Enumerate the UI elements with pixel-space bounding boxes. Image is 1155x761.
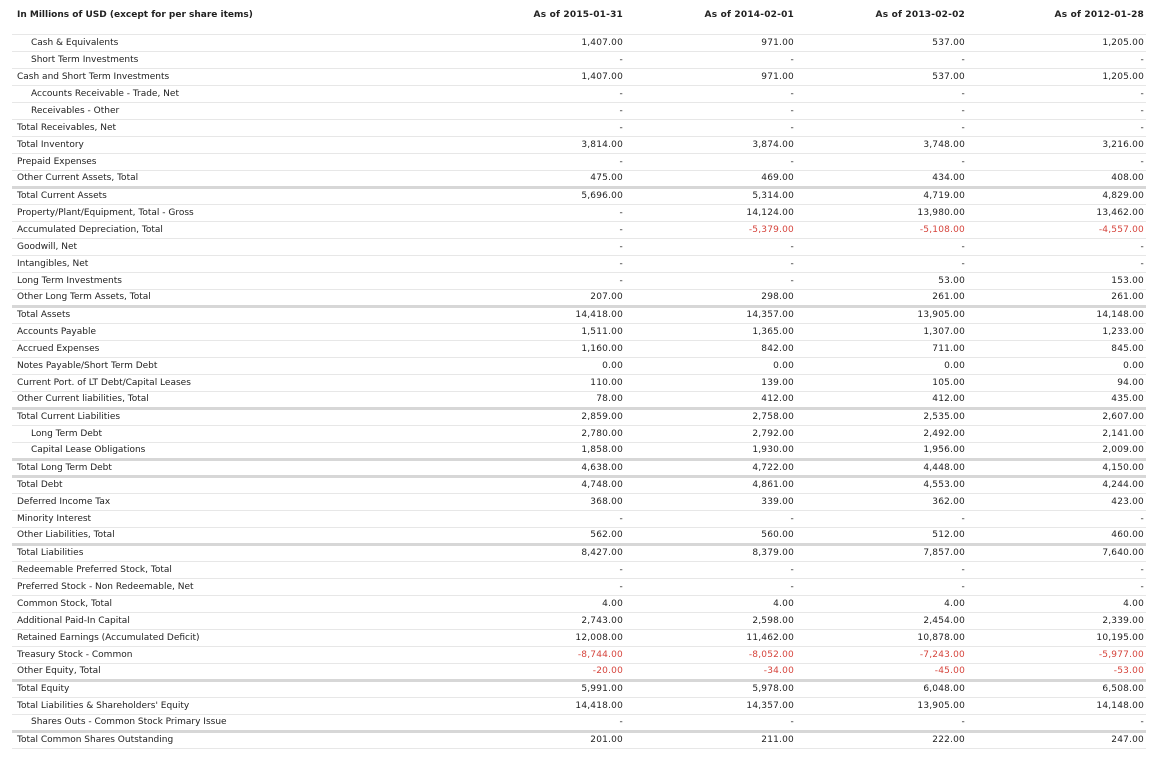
row-value: 1,307.00 xyxy=(796,323,967,340)
table-row xyxy=(12,442,1146,459)
row-value: 362.00 xyxy=(796,493,967,510)
row-value: 537.00 xyxy=(796,34,967,51)
row-value: - xyxy=(467,204,625,221)
table-row xyxy=(12,34,1146,51)
row-value: 2,607.00 xyxy=(967,408,1146,425)
table-row xyxy=(12,595,1146,612)
row-label: Receivables - Other xyxy=(12,102,467,119)
row-value: 3,748.00 xyxy=(796,136,967,153)
row-label: Total Assets xyxy=(12,306,467,323)
row-value: 2,758.00 xyxy=(625,408,796,425)
row-value: 11,462.00 xyxy=(625,629,796,646)
row-value: 460.00 xyxy=(967,527,1146,544)
row-value: -45.00 xyxy=(796,663,967,680)
row-label: Redeemable Preferred Stock, Total xyxy=(12,561,467,578)
row-value: 2,859.00 xyxy=(467,408,625,425)
row-label: Other Liabilities, Total xyxy=(12,527,467,544)
table-row xyxy=(12,561,1146,578)
row-value: - xyxy=(625,153,796,170)
row-value: 14,418.00 xyxy=(467,697,625,714)
row-value: 2,454.00 xyxy=(796,612,967,629)
row-value: 842.00 xyxy=(625,340,796,357)
table-row xyxy=(12,136,1146,153)
row-value: - xyxy=(625,714,796,731)
row-value: 2,792.00 xyxy=(625,425,796,442)
row-value: - xyxy=(467,255,625,272)
row-value: 2,009.00 xyxy=(967,442,1146,459)
row-value: 14,148.00 xyxy=(967,306,1146,323)
row-value: - xyxy=(967,714,1146,731)
row-value: 1,233.00 xyxy=(967,323,1146,340)
row-label: Total Common Shares Outstanding xyxy=(12,731,467,748)
row-value: 4,448.00 xyxy=(796,459,967,476)
table-row xyxy=(12,731,1146,748)
table-row xyxy=(12,663,1146,680)
table-row xyxy=(12,459,1146,476)
row-value: 13,462.00 xyxy=(967,204,1146,221)
row-value: 298.00 xyxy=(625,289,796,306)
row-label: Long Term Investments xyxy=(12,272,467,289)
row-value: - xyxy=(625,561,796,578)
row-value: 4,722.00 xyxy=(625,459,796,476)
table-row xyxy=(12,680,1146,697)
row-value: - xyxy=(467,119,625,136)
table-row xyxy=(12,238,1146,255)
table-row xyxy=(12,51,1146,68)
row-label: Accrued Expenses xyxy=(12,340,467,357)
row-label: Preferred Stock - Non Redeemable, Net xyxy=(12,578,467,595)
row-value: - xyxy=(967,153,1146,170)
row-value: 423.00 xyxy=(967,493,1146,510)
table-row xyxy=(12,187,1146,204)
row-value: 7,857.00 xyxy=(796,544,967,561)
row-value: 5,314.00 xyxy=(625,187,796,204)
row-value: -34.00 xyxy=(625,663,796,680)
row-value: 2,141.00 xyxy=(967,425,1146,442)
row-value: - xyxy=(625,51,796,68)
row-value: 1,160.00 xyxy=(467,340,625,357)
row-value: - xyxy=(467,221,625,238)
row-value: 1,407.00 xyxy=(467,68,625,85)
row-value: 5,991.00 xyxy=(467,680,625,697)
row-value: - xyxy=(967,51,1146,68)
row-value: 14,357.00 xyxy=(625,306,796,323)
row-value: 1,407.00 xyxy=(467,34,625,51)
table-row xyxy=(12,510,1146,527)
row-value: -5,108.00 xyxy=(796,221,967,238)
table-row xyxy=(12,153,1146,170)
row-value: - xyxy=(467,561,625,578)
row-value: 4,638.00 xyxy=(467,459,625,476)
row-value: 0.00 xyxy=(467,357,625,374)
row-value: 12,008.00 xyxy=(467,629,625,646)
row-value: 475.00 xyxy=(467,170,625,187)
table-row xyxy=(12,289,1146,306)
row-value: 4,748.00 xyxy=(467,476,625,493)
row-label: Long Term Debt xyxy=(12,425,467,442)
row-value: 14,357.00 xyxy=(625,697,796,714)
row-value: 434.00 xyxy=(796,170,967,187)
row-value: - xyxy=(967,238,1146,255)
row-value: 512.00 xyxy=(796,527,967,544)
row-value: - xyxy=(967,510,1146,527)
row-value: 560.00 xyxy=(625,527,796,544)
period-header: As of 2013-02-02 xyxy=(796,6,967,34)
row-value: 1,511.00 xyxy=(467,323,625,340)
row-value: - xyxy=(625,102,796,119)
row-value: 0.00 xyxy=(967,357,1146,374)
row-value: 207.00 xyxy=(467,289,625,306)
row-label: Total Liabilities & Shareholders' Equity xyxy=(12,697,467,714)
table-row xyxy=(12,493,1146,510)
table-row xyxy=(12,119,1146,136)
row-label: Total Current Liabilities xyxy=(12,408,467,425)
row-value: - xyxy=(467,85,625,102)
row-value: 94.00 xyxy=(967,374,1146,391)
row-value: - xyxy=(796,102,967,119)
row-value: 4,719.00 xyxy=(796,187,967,204)
row-value: - xyxy=(796,51,967,68)
table-row xyxy=(12,204,1146,221)
row-label: Total Inventory xyxy=(12,136,467,153)
row-value: - xyxy=(467,153,625,170)
table-row xyxy=(12,221,1146,238)
row-value: - xyxy=(625,272,796,289)
row-value: 8,379.00 xyxy=(625,544,796,561)
period-header: As of 2012-01-28 xyxy=(967,6,1146,34)
row-label: Cash & Equivalents xyxy=(12,34,467,51)
table-row xyxy=(12,85,1146,102)
row-value: 211.00 xyxy=(625,731,796,748)
row-value: - xyxy=(467,102,625,119)
table-row xyxy=(12,255,1146,272)
table-row xyxy=(12,408,1146,425)
row-value: -4,557.00 xyxy=(967,221,1146,238)
row-value: -5,977.00 xyxy=(967,646,1146,663)
row-value: 4.00 xyxy=(467,595,625,612)
row-value: - xyxy=(967,578,1146,595)
table-row xyxy=(12,374,1146,391)
table-row xyxy=(12,340,1146,357)
table-row xyxy=(12,476,1146,493)
row-label: Notes Payable/Short Term Debt xyxy=(12,357,467,374)
row-value: 13,905.00 xyxy=(796,306,967,323)
row-value: - xyxy=(796,238,967,255)
row-label: Total Liabilities xyxy=(12,544,467,561)
balance-sheet-table xyxy=(12,6,1146,749)
row-value: 971.00 xyxy=(625,68,796,85)
row-value: - xyxy=(796,153,967,170)
row-value: - xyxy=(467,578,625,595)
row-label: Total Debt xyxy=(12,476,467,493)
row-value: - xyxy=(796,119,967,136)
row-value: 1,858.00 xyxy=(467,442,625,459)
row-value: 971.00 xyxy=(625,34,796,51)
row-value: 469.00 xyxy=(625,170,796,187)
row-value: 2,535.00 xyxy=(796,408,967,425)
row-value: 261.00 xyxy=(967,289,1146,306)
row-value: 10,878.00 xyxy=(796,629,967,646)
row-value: - xyxy=(625,238,796,255)
row-label: Current Port. of LT Debt/Capital Leases xyxy=(12,374,467,391)
row-value: 4.00 xyxy=(796,595,967,612)
period-header: As of 2014-02-01 xyxy=(625,6,796,34)
row-value: - xyxy=(625,119,796,136)
table-row xyxy=(12,323,1146,340)
row-value: 2,339.00 xyxy=(967,612,1146,629)
table-row xyxy=(12,102,1146,119)
row-value: 110.00 xyxy=(467,374,625,391)
row-value: 2,743.00 xyxy=(467,612,625,629)
row-label: Intangibles, Net xyxy=(12,255,467,272)
table-row xyxy=(12,306,1146,323)
row-value: - xyxy=(967,119,1146,136)
table-body xyxy=(12,34,1146,748)
row-label: Cash and Short Term Investments xyxy=(12,68,467,85)
balance-sheet xyxy=(12,6,1146,749)
row-value: 4,861.00 xyxy=(625,476,796,493)
row-value: 1,205.00 xyxy=(967,34,1146,51)
row-value: 14,124.00 xyxy=(625,204,796,221)
row-value: - xyxy=(625,85,796,102)
row-value: 5,696.00 xyxy=(467,187,625,204)
row-label: Property/Plant/Equipment, Total - Gross xyxy=(12,204,467,221)
table-row xyxy=(12,170,1146,187)
row-value: - xyxy=(467,51,625,68)
row-label: Total Current Assets xyxy=(12,187,467,204)
table-row xyxy=(12,391,1146,408)
table-row xyxy=(12,646,1146,663)
row-label: Prepaid Expenses xyxy=(12,153,467,170)
table-row xyxy=(12,357,1146,374)
row-value: - xyxy=(625,510,796,527)
row-value: - xyxy=(625,255,796,272)
period-header: As of 2015-01-31 xyxy=(467,6,625,34)
row-label: Shares Outs - Common Stock Primary Issue xyxy=(12,714,467,731)
table-row xyxy=(12,714,1146,731)
table-row xyxy=(12,68,1146,85)
row-value: 261.00 xyxy=(796,289,967,306)
row-value: -8,744.00 xyxy=(467,646,625,663)
row-value: -20.00 xyxy=(467,663,625,680)
row-label: Goodwill, Net xyxy=(12,238,467,255)
row-label: Treasury Stock - Common xyxy=(12,646,467,663)
row-value: 562.00 xyxy=(467,527,625,544)
row-value: 1,205.00 xyxy=(967,68,1146,85)
row-value: 153.00 xyxy=(967,272,1146,289)
row-value: 4.00 xyxy=(967,595,1146,612)
row-value: 4,553.00 xyxy=(796,476,967,493)
row-value: 4,244.00 xyxy=(967,476,1146,493)
row-label: Total Receivables, Net xyxy=(12,119,467,136)
row-value: 8,427.00 xyxy=(467,544,625,561)
row-label: Other Long Term Assets, Total xyxy=(12,289,467,306)
row-value: - xyxy=(967,561,1146,578)
row-value: - xyxy=(796,714,967,731)
row-value: 1,930.00 xyxy=(625,442,796,459)
row-value: 14,418.00 xyxy=(467,306,625,323)
row-value: 368.00 xyxy=(467,493,625,510)
row-value: 13,905.00 xyxy=(796,697,967,714)
row-value: 2,598.00 xyxy=(625,612,796,629)
row-value: -8,052.00 xyxy=(625,646,796,663)
row-value: 1,365.00 xyxy=(625,323,796,340)
row-value: - xyxy=(796,255,967,272)
row-label: Accumulated Depreciation, Total xyxy=(12,221,467,238)
row-value: 222.00 xyxy=(796,731,967,748)
row-value: 3,874.00 xyxy=(625,136,796,153)
row-value: - xyxy=(796,85,967,102)
row-value: - xyxy=(967,255,1146,272)
row-value: 2,780.00 xyxy=(467,425,625,442)
row-value: 6,048.00 xyxy=(796,680,967,697)
row-value: 6,508.00 xyxy=(967,680,1146,697)
row-label: Capital Lease Obligations xyxy=(12,442,467,459)
row-label: Other Current Assets, Total xyxy=(12,170,467,187)
row-value: 4.00 xyxy=(625,595,796,612)
row-value: 53.00 xyxy=(796,272,967,289)
row-value: 412.00 xyxy=(625,391,796,408)
row-value: -53.00 xyxy=(967,663,1146,680)
row-value: 4,150.00 xyxy=(967,459,1146,476)
row-label: Total Equity xyxy=(12,680,467,697)
row-value: 339.00 xyxy=(625,493,796,510)
row-value: 3,216.00 xyxy=(967,136,1146,153)
row-label: Short Term Investments xyxy=(12,51,467,68)
row-label: Deferred Income Tax xyxy=(12,493,467,510)
row-value: - xyxy=(796,578,967,595)
row-value: 845.00 xyxy=(967,340,1146,357)
row-value: - xyxy=(796,510,967,527)
row-label: Common Stock, Total xyxy=(12,595,467,612)
table-row xyxy=(12,629,1146,646)
row-value: 5,978.00 xyxy=(625,680,796,697)
row-value: 537.00 xyxy=(796,68,967,85)
row-value: 10,195.00 xyxy=(967,629,1146,646)
row-label: Other Equity, Total xyxy=(12,663,467,680)
row-value: - xyxy=(467,714,625,731)
row-label: Total Long Term Debt xyxy=(12,459,467,476)
row-label: Retained Earnings (Accumulated Deficit) xyxy=(12,629,467,646)
table-row xyxy=(12,578,1146,595)
table-row xyxy=(12,527,1146,544)
row-value: -5,379.00 xyxy=(625,221,796,238)
row-value: 0.00 xyxy=(625,357,796,374)
row-value: 201.00 xyxy=(467,731,625,748)
row-value: 7,640.00 xyxy=(967,544,1146,561)
row-value: 4,829.00 xyxy=(967,187,1146,204)
row-value: - xyxy=(467,510,625,527)
table-row xyxy=(12,612,1146,629)
row-value: - xyxy=(967,85,1146,102)
row-value: - xyxy=(467,272,625,289)
row-value: 412.00 xyxy=(796,391,967,408)
row-label: Other Current liabilities, Total xyxy=(12,391,467,408)
row-value: 13,980.00 xyxy=(796,204,967,221)
table-row xyxy=(12,544,1146,561)
row-label: Accounts Receivable - Trade, Net xyxy=(12,85,467,102)
row-value: 408.00 xyxy=(967,170,1146,187)
row-value: 139.00 xyxy=(625,374,796,391)
row-value: -7,243.00 xyxy=(796,646,967,663)
row-value: 435.00 xyxy=(967,391,1146,408)
table-title: In Millions of USD (except for per share items) xyxy=(12,6,467,34)
row-value: 1,956.00 xyxy=(796,442,967,459)
row-value: 247.00 xyxy=(967,731,1146,748)
row-label: Minority Interest xyxy=(12,510,467,527)
table-row xyxy=(12,425,1146,442)
header-row xyxy=(12,6,1146,34)
row-value: 78.00 xyxy=(467,391,625,408)
row-label: Accounts Payable xyxy=(12,323,467,340)
row-value: - xyxy=(967,102,1146,119)
row-value: 3,814.00 xyxy=(467,136,625,153)
row-value: 105.00 xyxy=(796,374,967,391)
row-value: 14,148.00 xyxy=(967,697,1146,714)
row-value: - xyxy=(625,578,796,595)
row-value: - xyxy=(796,561,967,578)
row-value: - xyxy=(467,238,625,255)
row-value: 711.00 xyxy=(796,340,967,357)
table-row xyxy=(12,697,1146,714)
row-value: 0.00 xyxy=(796,357,967,374)
table-row xyxy=(12,272,1146,289)
row-label: Additional Paid-In Capital xyxy=(12,612,467,629)
row-value: 2,492.00 xyxy=(796,425,967,442)
